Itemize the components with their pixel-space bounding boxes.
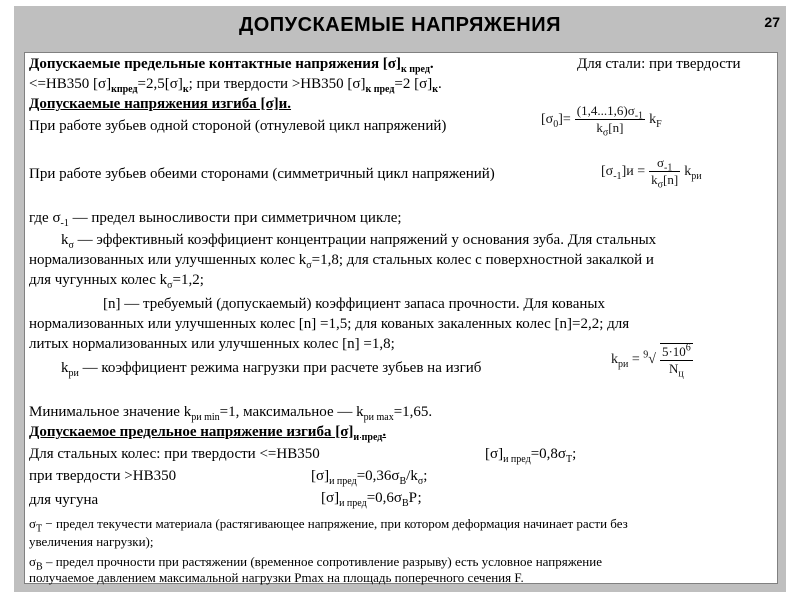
both-sides-work-line: При работе зубьев обеими сторонами (симметричный цикл напряжений) <box>29 166 495 182</box>
steel-hardness-note: Для стали: при твердости <box>577 56 741 72</box>
f1-den-text: k <box>596 120 603 135</box>
l14-s1: ри min <box>191 412 220 423</box>
slide <box>14 6 786 592</box>
l21-b: – предел прочности при растяжении (временное сопротивление разрыву) есть условное напряжение <box>42 554 602 569</box>
f2-k-text: k <box>684 163 692 179</box>
yield-strength-definition <box>29 515 628 533</box>
l9-a: для чугунных колес k <box>29 272 168 288</box>
f2-eq: ]и = <box>621 163 646 179</box>
f1-num-sub: -1 <box>634 110 644 122</box>
f3-den-sub: ц <box>678 368 684 380</box>
l9-s: σ <box>167 280 173 291</box>
f3-den-text: N <box>669 361 679 376</box>
l19-a: σ <box>29 516 37 531</box>
l19-b: − предел текучести материала (растягивающее напряжение, при котором деформация начинает расти без <box>42 516 628 531</box>
k-sigma-definition <box>61 231 656 249</box>
yield-strength-definition-cont: увеличения нагрузки); <box>29 534 154 549</box>
f3-root: √ <box>648 352 656 367</box>
f2-k-sub: ри <box>691 170 702 182</box>
l14-a: Минимальное значение k <box>29 404 192 420</box>
l2-s1: кпред <box>111 84 138 95</box>
l15-b: . <box>382 424 387 440</box>
formula-zero-cycle <box>541 103 662 139</box>
f2-den-sub: σ <box>657 179 664 191</box>
l18-rc: Р; <box>408 490 422 506</box>
contact-stress-heading <box>29 55 434 73</box>
l16-r: [σ] <box>485 446 504 462</box>
f3-den <box>660 361 693 380</box>
f2-fraction <box>649 155 680 191</box>
l13-s: ри <box>68 368 79 379</box>
f3-num-text: 5·10 <box>661 344 686 359</box>
f3-lhs-text: k <box>611 352 618 367</box>
contact-stress-formula-line <box>29 75 442 93</box>
load-factor-definition <box>61 359 481 377</box>
l14-c: =1,65. <box>393 404 433 420</box>
tensile-strength-definition-cont: получаемое давлением максимальной нагрузки Рmax на площадь поперечного сечения F. <box>29 570 524 585</box>
f3-lhs-sub: ри <box>618 358 629 370</box>
f2-lhs-sub: -1 <box>613 170 622 182</box>
l15-s: и пред <box>353 432 383 443</box>
f3-num <box>660 344 693 361</box>
page-number: 27 <box>764 14 780 30</box>
l6-a: где σ <box>29 210 61 226</box>
l18-r: [σ] <box>321 490 340 506</box>
f2-num-sub: -1 <box>663 162 673 174</box>
safety-factor-values-1: нормализованных или улучшенных колес [n] =1,5; для кованых закаленных колес [n]=2,2; для <box>29 316 630 332</box>
contact-stress-heading-text: Допускаемые предельные контактные напряжения [σ] <box>29 56 401 72</box>
l16-rs2: Т <box>565 454 573 465</box>
f1-k-sub: F <box>656 118 662 130</box>
l8-a: нормализованных или улучшенных колес k <box>29 252 307 268</box>
f3-lhs <box>611 349 656 370</box>
cast-iron-line: для чугуна <box>29 492 99 508</box>
f1-k-text: k <box>649 111 657 127</box>
l17-rd: ; <box>423 468 428 484</box>
f2-den-text: k <box>651 172 658 187</box>
l14-s2: ри max <box>363 412 394 423</box>
l2-s4: к <box>432 84 438 95</box>
f1-den <box>575 120 645 139</box>
f2-den <box>649 172 680 191</box>
l2-a: <=НВ350 [σ] <box>29 76 112 92</box>
contact-stress-heading-sub: к пред <box>400 64 430 75</box>
l14-b: =1, максимальное — k <box>219 404 364 420</box>
l8-s: σ <box>306 260 312 271</box>
l17-rb: =0,36σ <box>356 468 400 484</box>
f2-num <box>649 155 680 172</box>
f3-num-sup: 6 <box>685 342 691 354</box>
l17-rs: и пред <box>329 476 357 487</box>
f3-root-index: 9 <box>643 349 649 361</box>
f1-eq: = <box>562 111 571 127</box>
f1-num-text: (1,4...1,6)σ <box>576 103 635 118</box>
l8-b: =1,8; для стальных колес с поверхностной закалкой и <box>311 252 654 268</box>
steel-high-hardness: при твердости >НВ350 <box>29 468 177 484</box>
l6-s: -1 <box>60 218 69 229</box>
l21-a: σ <box>29 554 37 569</box>
l7-a: k <box>61 232 69 248</box>
l17-rc: /k <box>406 468 418 484</box>
l2-s3: к пред <box>365 84 395 95</box>
page-title: ДОПУСКАЕМЫЕ НАПРЯЖЕНИЯ <box>238 14 561 36</box>
f1-fraction <box>575 103 645 139</box>
steel-low-hardness: Для стальных колес: при твердости <=НВ350 <box>29 446 320 462</box>
l13-a: k <box>61 360 69 376</box>
l19-s: Т <box>36 523 43 535</box>
l16-rs: и пред <box>503 454 531 465</box>
f2-k <box>684 164 701 180</box>
bending-stress-heading: Допускаемые напряжения изгиба [σ]и. <box>29 96 292 112</box>
l2-d: =2 [σ] <box>394 76 433 92</box>
l13-b: — коэффициент режима нагрузки при расчете зубьев на изгиб <box>78 360 482 376</box>
contact-stress-heading-dot: . <box>429 56 434 72</box>
content-panel <box>24 52 778 584</box>
l9-b: =1,2; <box>172 272 204 288</box>
f2-lhs <box>601 164 645 180</box>
l17-rs3: σ <box>417 476 424 487</box>
f3-eq: = <box>631 352 640 367</box>
steel-high-hardness-formula <box>311 467 427 485</box>
f2-den2: [n] <box>663 172 679 187</box>
l7-s: σ <box>68 240 74 251</box>
load-factor-range <box>29 403 432 421</box>
l17-rs2: В <box>399 476 407 487</box>
l18-rb: =0,6σ <box>366 490 402 506</box>
f1-k <box>649 112 662 128</box>
l2-s2: к <box>182 84 189 95</box>
l18-rs: и пред <box>339 498 367 509</box>
steel-low-hardness-formula <box>485 445 576 463</box>
f1-lhs-sub: 0 <box>553 118 559 130</box>
safety-factor-values-2: литых нормализованных или улучшенных колес [n] =1,8; <box>29 336 395 352</box>
header-bar <box>14 6 786 52</box>
f1-den-sub: σ <box>602 127 609 139</box>
k-sigma-values-1 <box>29 251 654 269</box>
formula-load-factor <box>611 342 693 380</box>
f1-lhs: $[\sigma_0]=$ <box>541 111 571 130</box>
l21-s: В <box>36 561 43 573</box>
formula-symmetric-cycle <box>601 155 702 191</box>
f1-num <box>575 103 645 120</box>
f2-lhs-text: [σ <box>601 163 614 179</box>
l16-rb: =0,8σ <box>530 446 566 462</box>
l6-b: — предел выносливости при симметричном цикле; <box>68 210 402 226</box>
f2-num-text: σ <box>656 155 664 170</box>
sigma-definition <box>29 209 402 227</box>
safety-factor-definition: [n] — требуемый (допускаемый) коэффициент запаса прочности. Для кованых <box>103 296 605 312</box>
one-side-work-line: При работе зубьев одной стороной (отнулевой цикл напряжений) <box>29 118 447 134</box>
l2-c: ; при твердости >НВ350 [σ] <box>188 76 366 92</box>
l15-a: Допускаемое предельное напряжение изгиба [σ] <box>29 424 354 440</box>
l18-rs2: В <box>401 498 409 509</box>
k-sigma-values-2 <box>29 271 204 289</box>
l2-b: =2,5[σ] <box>137 76 183 92</box>
f1-den2: [n] <box>608 120 624 135</box>
cast-iron-formula <box>321 489 422 507</box>
l16-rc: ; <box>572 446 577 462</box>
l7-b: — эффективный коэффициент концентрации напряжений у основания зуба. Для стальных <box>73 232 657 248</box>
l17-r: [σ] <box>311 468 330 484</box>
f1-lhs-text: [σ <box>541 111 554 127</box>
l2-e: . <box>437 76 442 92</box>
ultimate-bending-heading <box>29 423 386 441</box>
f3-fraction <box>660 342 693 380</box>
